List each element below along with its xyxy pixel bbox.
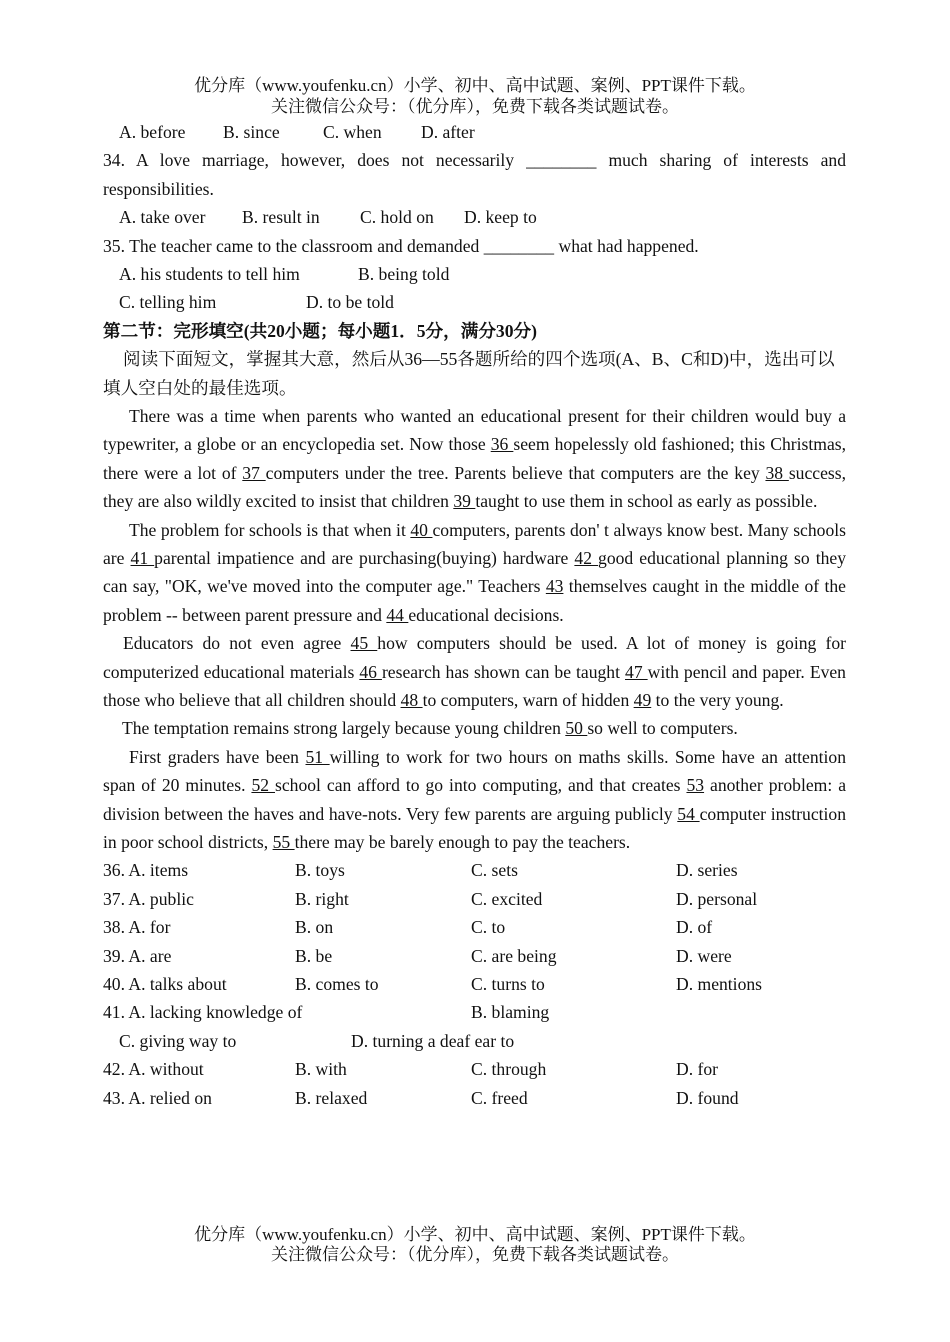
- blank-47: 47: [625, 661, 648, 682]
- q33-option-b: B. since: [223, 122, 280, 142]
- blank-51: 51: [305, 746, 330, 767]
- blank-41: 41: [130, 548, 155, 568]
- blank-53: 53: [686, 775, 705, 796]
- answer-row-42: 42. A. without B. with C. through D. for: [103, 1059, 719, 1080]
- blank-39: 39: [453, 491, 476, 512]
- q35-stem: 35. The teacher came to the classroom and demanded ________ what had happened.: [103, 235, 699, 256]
- passage-paragraph-5: First graders have been 51 willing to work for two hours on maths skills. Some have an attention span of 20 minutes. 52 school can afford to go into computing, and that creates 53 another problem: a division between the haves and have-nots. Very few parents are arguing publicly 54 computer instruction in poor school districts, 55 there may be barely enough to pay the teachers.: [103, 746, 847, 853]
- blank-37: 37: [242, 462, 266, 483]
- blank-54: 54: [677, 803, 700, 824]
- answer-row-41b: C. giving way to D. turning a deaf ear to: [119, 1030, 515, 1051]
- blank-49: 49: [633, 690, 652, 711]
- q34-option-c: C. hold on: [360, 207, 434, 228]
- q34-stem: 34. A love marriage, however, does not necessarily ________ much sharing of interests and responsibilities.: [103, 150, 846, 199]
- q33-options: [103, 118, 846, 146]
- q33-option-d: D. after: [421, 122, 475, 142]
- exam-page: [103, 118, 846, 1112]
- q34-option-d: D. keep to: [464, 207, 537, 228]
- blank-46: 46: [359, 661, 382, 682]
- q34-option-a: A. take over: [119, 207, 206, 228]
- passage-paragraph-3: Educators do not even agree 45 how computers should be used. A lot of money is going for computerized educational materials 46 research has shown can be taught 47 with pencil and paper. Even those who believe that all children should 48 to computers, warn of hidden 49 to the very young.: [103, 633, 846, 711]
- q35-option-c: C. telling him: [119, 292, 217, 313]
- answer-row-41a: 41. A. lacking knowledge of B. blaming: [103, 1002, 550, 1023]
- blank-36: 36: [490, 434, 514, 455]
- q33-option-c: C. when: [323, 122, 382, 142]
- blank-48: 48: [400, 690, 423, 711]
- footer-line-1: 优分库（www.youfenku.cn）小学、初中、高中试题、案例、PPT课件下载。: [194, 1225, 756, 1244]
- header-line-2: 关注微信公众号：（优分库），免费下载各类试题试卷。: [271, 97, 679, 116]
- blank-55: 55: [272, 832, 295, 853]
- answer-row-43: 43. A. relied on B. relaxed C. freed D. found: [103, 1087, 739, 1108]
- blank-45: 45: [350, 633, 378, 654]
- header-line-1: 优分库（www.youfenku.cn）小学、初中、高中试题、案例、PPT课件下载。: [194, 76, 756, 95]
- blank-52: 52: [251, 775, 275, 796]
- passage-paragraph-4: The temptation remains strong largely because young children 50 so well to computers.: [122, 718, 738, 739]
- q35-options-row1: [103, 260, 846, 288]
- blank-38: 38: [765, 462, 789, 483]
- section2-instruction: 阅读下面短文，掌握其大意，然后从36—55各题所给的四个选项(A、B、C和D)中，选出可以填人空白处的最佳选项。: [103, 349, 835, 398]
- blank-40: 40: [410, 519, 433, 540]
- q35-option-a: A. his students to tell him: [119, 263, 300, 284]
- answer-row-36: 36. A. items B. toys C. sets D. series: [103, 860, 738, 881]
- blank-50: 50: [565, 718, 588, 739]
- q35-option-d: D. to be told: [306, 292, 394, 313]
- answer-row-38: 38. A. for B. on C. to D. of: [103, 917, 713, 938]
- q35-options-row2: [103, 288, 846, 316]
- q34-option-b: B. result in: [242, 207, 320, 228]
- blank-42: 42: [574, 548, 599, 568]
- blank-44: 44: [386, 604, 409, 625]
- footer-line-2: 关注微信公众号：（优分库），免费下载各类试题试卷。: [271, 1245, 679, 1264]
- q34-options: [103, 203, 846, 231]
- answer-row-37: 37. A. public B. right C. excited D. personal: [103, 888, 758, 909]
- answer-row-40: 40. A. talks about B. comes to C. turns to D. mentions: [103, 974, 763, 995]
- q35-option-b: B. being told: [358, 263, 450, 284]
- passage-paragraph-2: The problem for schools is that when it 40 computers, parents don' t always know best. Many schools are 41 parental impatience and are purchasing(buying) hardware 42 good educational planning so they can say, "OK, we've moved into the computer age." Teachers 43 themselves caught in the middle of the problem -- between parent pressure and 44 educational decisions.: [103, 519, 846, 625]
- q33-option-a: A. before: [119, 122, 186, 142]
- blank-43: 43: [545, 576, 564, 597]
- passage-paragraph-1: There was a time when parents who wanted an educational present for their children would buy a typewriter, a globe or an encyclopedia set. Now those 36 seem hopelessly old fashioned; this Christmas, there were a lot of 37 computers under the tree. Parents believe that computers are the key 38 success, they are also wildly excited to insist that children 39 taught to use them in school as early as possible.: [103, 405, 846, 512]
- section2-title: 第二节：完形填空(共20小题；每小题1．5分，满分30分): [103, 320, 537, 341]
- answer-row-39: 39. A. are B. be C. are being D. were: [103, 945, 732, 966]
